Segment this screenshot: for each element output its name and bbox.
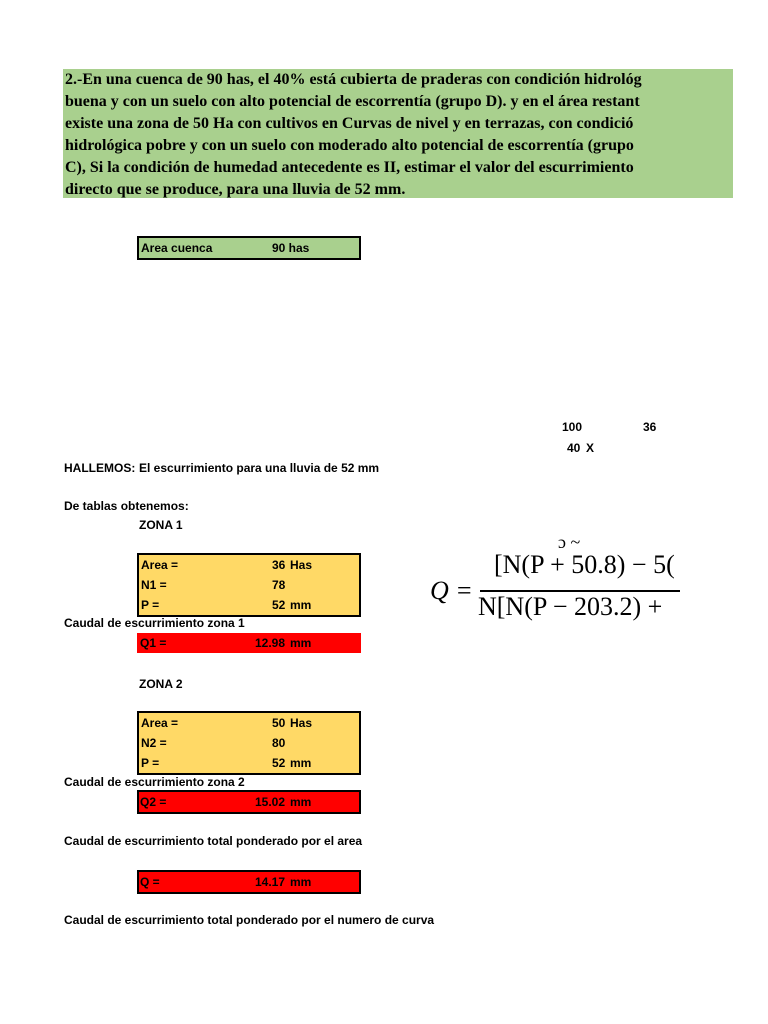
zona2-n-row[interactable]	[139, 733, 359, 753]
zona1-n-row[interactable]	[139, 575, 359, 595]
zona1-caudal-label: Caudal de escurrimiento zona 1	[64, 616, 245, 630]
area-cuenca-box[interactable]	[137, 236, 361, 260]
proportion-100: 100	[562, 420, 583, 434]
zona2-n-label: N2 =	[141, 736, 167, 750]
problem-statement	[63, 69, 733, 198]
zona2-table	[137, 711, 361, 775]
zona2-q-label: Q2 =	[140, 795, 167, 809]
zona1-area-label: Area =	[141, 558, 179, 572]
zona2-q-box[interactable]	[137, 790, 361, 814]
problem-line: hidrológica pobre y con un suelo con moderado alto potencial de escorrentía (grupo	[65, 137, 634, 154]
zona1-p-value: 52	[272, 598, 286, 612]
problem-line: existe una zona de 50 Ha con cultivos en Curvas de nivel y en terrazas, con condició	[65, 115, 634, 132]
formula-numerator: [N(P + 50.8) − 5(	[494, 550, 675, 579]
zona2-p-value: 52	[272, 756, 286, 770]
zona1-area-value: 36	[272, 558, 286, 572]
total-q-label: Q =	[140, 875, 160, 889]
total-curva-label: Caudal de escurrimiento total ponderado por el numero de curva	[64, 913, 435, 927]
zona2-q-unit: mm	[290, 795, 312, 809]
formula-top-fragment: ɔ ~	[558, 532, 581, 552]
proportion-36: 36	[643, 420, 657, 434]
zona1-p-unit: mm	[290, 598, 312, 612]
hallemos-text: El escurrimiento para una lluvia de 52 mm	[139, 461, 380, 475]
zona2-area-value: 50	[272, 716, 286, 730]
area-cuenca-row	[139, 238, 359, 258]
zona1-title: ZONA 1	[139, 518, 183, 532]
zona1-p-label: P =	[141, 598, 160, 612]
zona1-q-unit: mm	[290, 636, 312, 650]
zona1-q-label: Q1 =	[140, 636, 167, 650]
area-cuenca-value: 90 has	[272, 241, 310, 255]
zona1-p-row[interactable]	[139, 595, 359, 615]
formula-lhs: Q =	[430, 576, 473, 605]
runoff-formula-image	[428, 532, 675, 632]
problem-line: 2.-En una cuenca de 90 has, el 40% está cubierta de praderas con condición hidrológ	[65, 71, 642, 88]
zona1-n-label: N1 =	[141, 578, 167, 592]
total-area-label: Caudal de escurrimiento total ponderado por el area	[64, 834, 363, 848]
zona1-q-box[interactable]	[137, 633, 361, 653]
total-q-unit: mm	[290, 875, 312, 889]
total-q-row	[139, 872, 359, 892]
total-q-value: 14.17	[255, 875, 286, 889]
zona1-area-row[interactable]	[139, 555, 359, 575]
problem-line: C), Si la condición de humedad antecedente es II, estimar el valor del escurrimiento	[65, 159, 634, 176]
zona2-q-value: 15.02	[255, 795, 286, 809]
zona2-area-unit: Has	[290, 716, 313, 730]
zona2-title: ZONA 2	[139, 677, 183, 691]
zona1-area-unit: Has	[290, 558, 313, 572]
problem-line: buena y con un suelo con alto potencial de escorrentía (grupo D). y en el área restant	[65, 93, 640, 110]
zona2-p-row[interactable]	[139, 753, 359, 773]
tables-text: De tablas obtenemos:	[64, 499, 189, 513]
zona2-p-unit: mm	[290, 756, 312, 770]
zona1-n-value: 78	[272, 578, 286, 592]
proportion-x: X	[586, 441, 595, 455]
zona1-table	[137, 553, 361, 617]
area-cuenca-label: Area cuenca	[141, 241, 213, 255]
proportion-40: 40	[567, 441, 581, 455]
problem-line: directo que se produce, para una lluvia de 52 mm.	[65, 181, 406, 198]
formula-denominator: N[N(P − 203.2) +	[478, 592, 663, 621]
zona1-q-value: 12.98	[255, 636, 286, 650]
zona2-caudal-label: Caudal de escurrimiento zona 2	[64, 775, 245, 789]
zona1-q-row	[137, 633, 361, 653]
total-q-box[interactable]	[137, 870, 361, 894]
zona2-area-label: Area =	[141, 716, 179, 730]
hallemos-label: HALLEMOS:	[64, 461, 136, 475]
zona2-area-row[interactable]	[139, 713, 359, 733]
zona2-n-value: 80	[272, 736, 286, 750]
zona2-q-row	[139, 792, 359, 812]
zona2-p-label: P =	[141, 756, 160, 770]
